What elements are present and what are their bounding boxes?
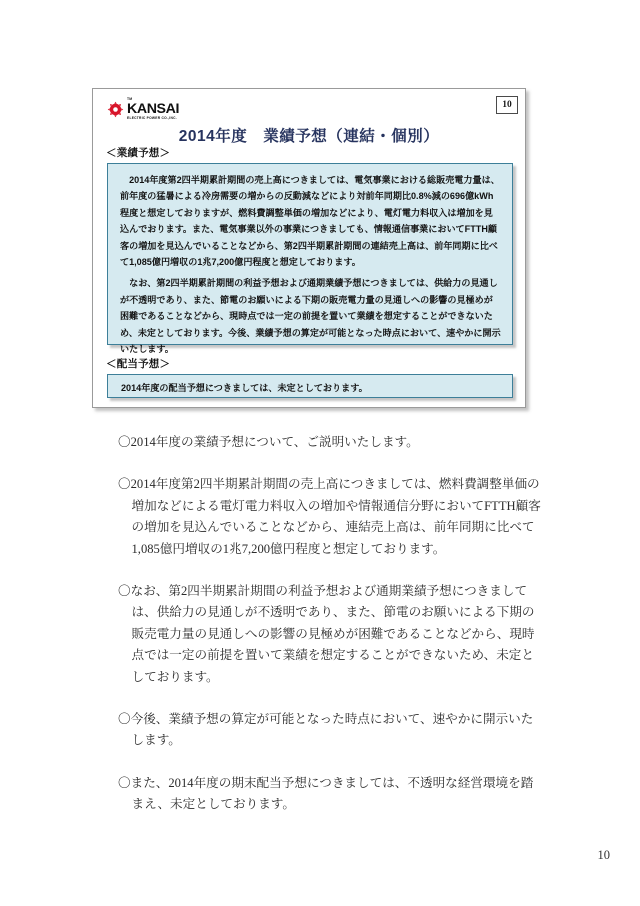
slide-title: 2014年度 業績予想（連結・個別） — [178, 128, 440, 145]
kansai-logo — [107, 98, 179, 120]
speaker-notes — [118, 432, 542, 816]
performance-paragraph-2: なお、第2四半期累計期間の利益予想および通期業績予想につきましては、供給力の見通しが不透明であり、また、節電のお願いによる下期の販売電力量の見通しへの影響の見極めが困難であることなどから、現時点では一定の前提を置いて業績を想定することができないため、未定としております。今後、業績予想の算定が可能となった時点において、速やかに開示いたします。 — [120, 278, 501, 355]
note-item: 〇今後、業績予想の算定が可能となった時点において、速やかに開示いたします。 — [118, 712, 534, 748]
note-item: 〇2014年度の業績予想について、ご説明いたします。 — [118, 435, 419, 449]
note-item: 〇また、2014年度の期末配当予想につきましては、不透明な経営環境を踏まえ、未定としております。 — [118, 775, 534, 812]
logo-subtitle: ELECTRIC POWER CO.,INC. — [127, 116, 177, 120]
page-number: 10 — [597, 848, 610, 862]
dividend-forecast-label: ＜配当予想＞ — [106, 358, 171, 370]
kansai-logo-text — [127, 98, 179, 120]
kansai-gear-icon — [107, 101, 124, 118]
dividend-text: 2014年度の配当予想につきましては、未定としております。 — [121, 383, 368, 393]
slide-page-badge: 10 — [496, 96, 518, 114]
logo-trademark: TM — [127, 97, 133, 101]
performance-forecast-label: ＜業績予想＞ — [106, 147, 171, 159]
performance-forecast-callout — [107, 163, 513, 355]
logo-name: KANSAI — [127, 101, 179, 117]
dividend-forecast-callout — [107, 374, 513, 398]
slide-frame — [92, 88, 526, 408]
performance-paragraph-1: 2014年度第2四半期累計期間の売上高につきましては、電気事業における総販売電力量は、前年度の猛暑による冷房需要の増からの反動減などにより対前年同期比0.8%減の696億kWh程度と想定しておりますが、燃料費調整単価の増加などにより、電灯電力料収入は増加を見込んでおります。また、電気事業以外の事業につきましても、情報通信事業においてFTTH顧客の増加を見込んでいることなどから、第2四半期累計期間の連結売上高は、前年同期に比べて1,085億円増収の1兆7,200億円程度と想定しております。 — [120, 175, 500, 268]
note-item: 〇なお、第2四半期累計期間の利益予想および通期業績予想につきましては、供給力の見通しが不透明であり、また、節電のお願いによる下期の販売電力量の見通しへの影響の見極めが困難であることなどから、現時点では一定の前提を置いて業績を想定することができないため、未定としております。 — [118, 584, 535, 684]
note-item: 〇2014年度第2四半期累計期間の売上高につきましては、燃料費調整単価の増加などによる電灯電力料収入の増加や情報通信分野においてFTTH顧客の増加を見込んでいることなどから、連結売上高は、前年同期に比べて1,085億円増収の1兆7,200億円程度と想定しております。 — [118, 477, 541, 556]
